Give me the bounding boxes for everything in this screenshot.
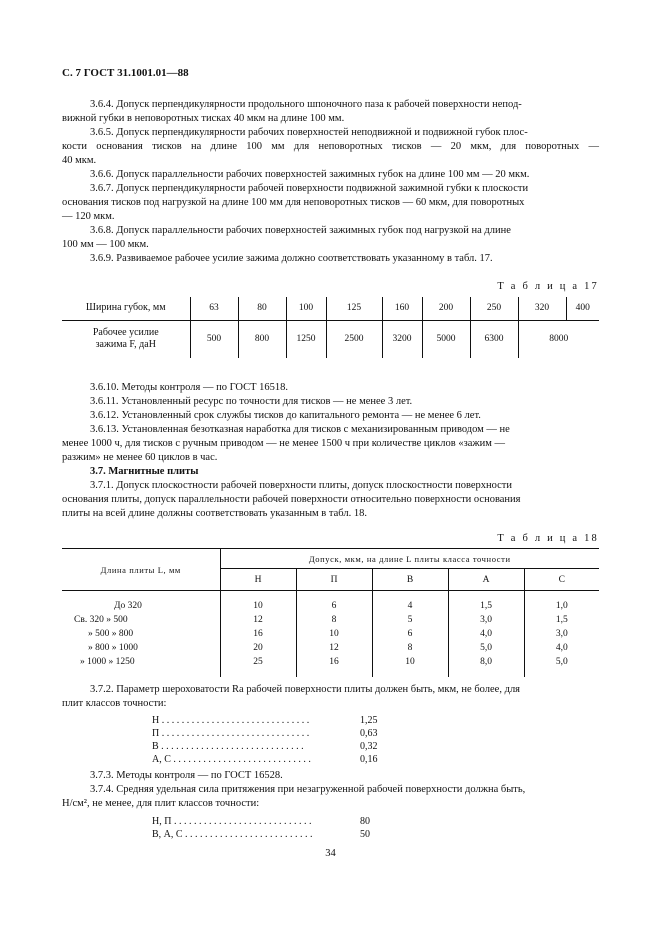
para-3-6-7 — [62, 182, 599, 224]
table-18-spacer — [62, 669, 599, 677]
table-17-row-width — [62, 297, 599, 320]
cell: 125 — [326, 297, 382, 320]
list-label: Н, П . . . . . . . . . . . . . . . . . . . . . . . . . . . . — [152, 816, 312, 827]
para-3-6-13 — [62, 423, 599, 465]
table-18-header-row-1 — [62, 549, 599, 569]
cell: 8 — [372, 641, 448, 655]
para-3-6-4 — [62, 98, 599, 126]
para-3-6-11 — [62, 395, 599, 409]
list-item — [152, 815, 370, 828]
cell: 2500 — [326, 320, 382, 358]
list-label: Н . . . . . . . . . . . . . . . . . . . . . . . . . . . . . . — [152, 715, 310, 726]
cell: 3,0 — [448, 613, 524, 627]
line: 3.6.13. Установленная безотказная наработка для тисков с механизированным приводом — не — [90, 424, 510, 435]
cell: 10 — [296, 627, 372, 641]
cell: 8 — [296, 613, 372, 627]
table-18-spacer — [62, 591, 599, 599]
cell: 63 — [190, 297, 238, 320]
table-row — [62, 655, 599, 669]
spacer-cell — [62, 669, 220, 677]
cell: 1,5 — [448, 599, 524, 613]
list-item — [152, 727, 378, 740]
spacer-cell — [448, 669, 524, 677]
cell: 16 — [220, 627, 296, 641]
spacer-cell — [220, 591, 296, 599]
list-label: В . . . . . . . . . . . . . . . . . . . . . . . . . . . . . — [152, 741, 304, 752]
table-row — [62, 613, 599, 627]
cell: 10 — [372, 655, 448, 669]
roughness-list — [152, 714, 378, 766]
cell: 6300 — [470, 320, 518, 358]
section-heading-3-7: 3.7. Магнитные плиты — [90, 466, 199, 477]
para-3-7-1 — [62, 479, 599, 521]
spacer-cell — [372, 591, 448, 599]
para-3-7-2 — [62, 683, 599, 711]
line: 3.6.6. Допуск параллельности рабочих поверхностей зажимных губок на длине 100 мм — 20 мкм. — [90, 169, 530, 180]
line: 3.6.11. Установленный ресурс по точности для тисков — не менее 3 лет. — [90, 396, 413, 407]
col-header-class: П — [296, 569, 372, 591]
cell: 6 — [372, 627, 448, 641]
list-label: В, А, С . . . . . . . . . . . . . . . . . . . . . . . . . . — [152, 829, 313, 840]
table-18 — [62, 548, 599, 677]
cell: 1,5 — [524, 613, 599, 627]
length-cell: » 800 » 1000 — [88, 642, 138, 653]
line: 3.7.2. Параметр шероховатости Ra рабочей поверхности плиты должен быть, мкм, не более, для — [90, 684, 521, 695]
attraction-force-list — [152, 815, 370, 841]
line: Н/см², не менее, для плит классов точности: — [62, 798, 260, 809]
line: 3.6.9. Развиваемое рабочее усилие зажима должно соответствовать указанному в табл. 17. — [90, 253, 493, 264]
line: 3.7.4. Средняя удельная сила притяжения при незагруженной рабочей поверхности должна быть, — [90, 784, 526, 795]
col-header-class: А — [448, 569, 524, 591]
para-3-7-4 — [62, 783, 599, 811]
line: 3.6.7. Допуск перпендикулярности рабочей поверхности подвижной зажимной губки к плоскости — [90, 183, 529, 194]
col-header-length: Длина плиты L, мм — [62, 549, 220, 591]
cell: 200 — [422, 297, 470, 320]
cell: 5,0 — [448, 641, 524, 655]
cell: 10 — [220, 599, 296, 613]
line: кости основания тисков на длине 100 мм для неповоротных тисков — 20 мкм, для поворотных — — [62, 141, 599, 152]
cell: 320 — [518, 297, 566, 320]
list-item — [152, 828, 370, 841]
list-value: 0,63 — [360, 728, 378, 739]
table-18-caption: Т а б л и ц а 18 — [497, 533, 599, 544]
cell: 12 — [220, 613, 296, 627]
spacer-cell — [62, 591, 220, 599]
spacer-cell — [220, 669, 296, 677]
spacer-cell — [372, 669, 448, 677]
para-3-6-6 — [62, 168, 599, 182]
para-3-6-12 — [62, 409, 599, 423]
spacer-cell — [296, 591, 372, 599]
paras-3-7-3-3-7-4 — [62, 769, 599, 811]
line: 40 мкм. — [62, 155, 97, 166]
list-value: 0,16 — [360, 754, 378, 765]
col-header-class: В — [372, 569, 448, 591]
length-cell: » 500 » 800 — [88, 628, 134, 639]
cell: 250 — [470, 297, 518, 320]
cell: 3200 — [382, 320, 422, 358]
line: вижной губки в неповоротных тисках 40 мкм на длине 100 мм. — [62, 113, 345, 124]
row-label-line: зажима F, даН — [95, 339, 156, 351]
list-item — [152, 740, 378, 753]
table-17 — [62, 297, 599, 358]
cell: 4 — [372, 599, 448, 613]
paragraphs-3-6-10-to-3-7-1 — [62, 381, 599, 521]
spacer-cell — [296, 669, 372, 677]
length-cell: » 1000 » 1250 — [80, 656, 135, 667]
line: плиты на всей длине должны соответствовать указанным в табл. 18. — [62, 508, 367, 519]
table-17-caption: Т а б л и ц а 17 — [497, 281, 599, 292]
page-header: С. 7 ГОСТ 31.1001.01—88 — [62, 67, 189, 79]
spacer-cell — [524, 669, 599, 677]
cell: 16 — [296, 655, 372, 669]
cell: 400 — [566, 297, 599, 320]
cell: 20 — [220, 641, 296, 655]
cell: 500 — [190, 320, 238, 358]
line: 3.6.12. Установленный срок службы тисков до капитального ремонта — не менее 6 лет. — [90, 410, 481, 421]
cell: 1,0 — [524, 599, 599, 613]
list-value: 50 — [360, 829, 370, 840]
line: 3.6.4. Допуск перпендикулярности продольного шпоночного паза к рабочей поверхности непод- — [90, 99, 522, 110]
para-3-7-2-text — [62, 683, 599, 711]
cell: 4,0 — [524, 641, 599, 655]
line: основания плиты, допуск параллельности рабочей поверхности относительно поверхности основания — [62, 494, 521, 505]
list-label: П . . . . . . . . . . . . . . . . . . . . . . . . . . . . . . — [152, 728, 310, 739]
cell-merged: 8000 — [518, 320, 599, 358]
cell: 5,0 — [524, 655, 599, 669]
line: 3.6.8. Допуск параллельности рабочих поверхностей зажимных губок под нагрузкой на длине — [90, 225, 511, 236]
spacer-cell — [524, 591, 599, 599]
row-label-line: Рабочее усилие — [92, 327, 159, 339]
table-17-row-force — [62, 320, 599, 358]
cell: 80 — [238, 297, 286, 320]
cell: 5000 — [422, 320, 470, 358]
table-row — [62, 599, 599, 613]
table-row — [62, 627, 599, 641]
cell: 800 — [238, 320, 286, 358]
cell: 25 — [220, 655, 296, 669]
line: основания тисков под нагрузкой на длине 100 мм для неповоротных тисков — 60 мкм, для поворотных — [62, 197, 525, 208]
para-3-6-10 — [62, 381, 599, 395]
cell: 160 — [382, 297, 422, 320]
para-3-6-9 — [62, 252, 599, 266]
cell: 12 — [296, 641, 372, 655]
length-cell: Св. 320 » 500 — [74, 614, 128, 625]
list-label: А, С . . . . . . . . . . . . . . . . . . . . . . . . . . . . — [152, 754, 311, 765]
paragraphs-3-6-4-to-3-6-9 — [62, 98, 599, 266]
length-cell: До 320 — [114, 600, 142, 611]
list-item — [152, 714, 378, 727]
page-number: 34 — [325, 848, 336, 859]
line: 3.7.1. Допуск плоскостности рабочей поверхности плиты, допуск плоскостности поверхности — [90, 480, 512, 491]
line: 100 мм — 100 мкм. — [62, 239, 149, 250]
cell: 8,0 — [448, 655, 524, 669]
row-label: Ширина губок, мм — [62, 297, 190, 320]
cell: 100 — [286, 297, 326, 320]
para-3-7-3: 3.7.3. Методы контроля — по ГОСТ 16528. — [90, 770, 283, 781]
line: — 120 мкм. — [62, 211, 115, 222]
list-value: 1,25 — [360, 715, 378, 726]
row-label — [62, 320, 190, 358]
cell: 4,0 — [448, 627, 524, 641]
col-header-class: С — [524, 569, 599, 591]
para-3-6-5 — [62, 126, 599, 168]
line: плит классов точности: — [62, 698, 167, 709]
list-value: 0,32 — [360, 741, 378, 752]
para-3-6-8 — [62, 224, 599, 252]
line: 3.6.10. Методы контроля — по ГОСТ 16518. — [90, 382, 289, 393]
cell: 1250 — [286, 320, 326, 358]
table-row — [62, 641, 599, 655]
line: менее 1000 ч, для тисков с ручным приводом — не менее 1500 ч при количестве циклов «зажим — — [62, 438, 506, 449]
col-header-class: Н — [220, 569, 296, 591]
line: 3.6.5. Допуск перпендикулярности рабочих поверхностей неподвижной и подвижной губок плос- — [90, 127, 528, 138]
spacer-cell — [448, 591, 524, 599]
cell: 3,0 — [524, 627, 599, 641]
cell: 6 — [296, 599, 372, 613]
line: разжим» не менее 60 циклов в час. — [62, 452, 218, 463]
list-item — [152, 753, 378, 766]
cell: 5 — [372, 613, 448, 627]
col-header-group: Допуск, мкм, на длине L плиты класса точности — [220, 549, 599, 569]
list-value: 80 — [360, 816, 370, 827]
